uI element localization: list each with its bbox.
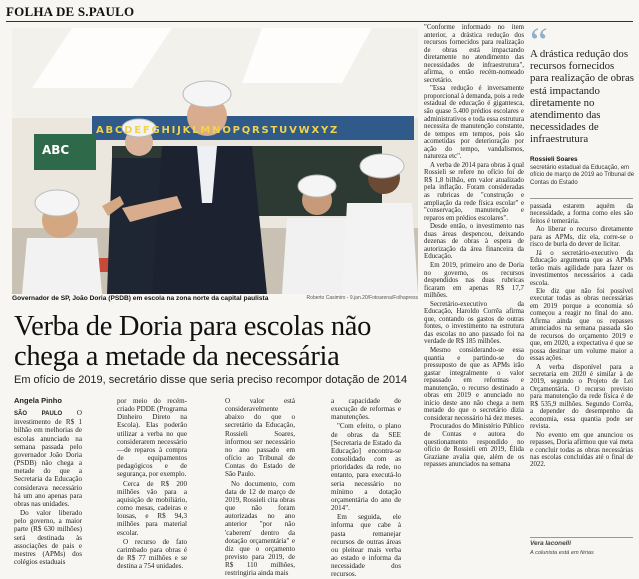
divider — [530, 537, 633, 538]
news-photo — [12, 28, 418, 294]
paragraph: passada estarem aquém da necessidade, a forma como eles são feitos é temerária. — [530, 203, 633, 225]
paragraph: O recurso de fato carimbado para obras é de R$ 77 milhões e se destina a 754 unidades. — [117, 537, 187, 571]
paragraph: "Com efeito, o plano de obras da SEE [Secretaria de Estado da Educação] encontra-se consolidado com as prioridades da rede, no entanto, para executá-lo seria necessário no mínimo a dotação orçamentária do ano de 2014". — [331, 422, 401, 513]
dateline: SÃO PAULO — [14, 411, 63, 418]
paragraph: Já o secretário-executivo da Educação argumenta que as APMs terão mais agilidade para fazer os investimentos necessários a cada escola. — [530, 249, 633, 287]
headline: Verba de Doria para escolas não chega a metade da necessária — [14, 311, 372, 372]
paragraph: Procurados do Ministério Público de Contas e autora do questionamento respondido no ofício de Rossieli em 2019, Élida Graziane avalia que, além de os repasses anunciados na semana — [424, 423, 524, 469]
article-column-3 — [225, 397, 295, 578]
quote-attribution — [530, 156, 635, 187]
paragraph-text: O investimento de R$ 1 bilhão em melhorias de escolas anunciado na semana passada pelo governador João Doria (PSDB) não chega a metade do que a Secretaria da Educação considerava necessário há um ano apenas para obras nas unidades. — [14, 409, 82, 508]
paragraph: Em seguida, ele informa que cabe à pasta remanejar recursos de outras áreas ou pleitear mais verba ao estado e informa da necessidade dos recursos. — [331, 513, 401, 579]
article-column-2 — [117, 397, 187, 571]
article-column-5 — [424, 24, 524, 470]
quote-author-name: Rossieli Soares — [530, 156, 578, 163]
paragraph: "Conforme informado no item anterior, a drástica redução dos recursos fornecidos para realização de obras está impactando diretamente no atendimento das necessidades de infraestrutura", afirma, o então recém-nomeado secretário. — [424, 24, 524, 84]
paragraph: Do valor liberado pelo governo, a maior parte (R$ 630 milhões) será destinada às associações de pais e mestres (APMs) dos colégios estaduais — [14, 509, 82, 566]
paragraph: A verba disponível para a secretaria em 2020 é similar à de 2019, segundo o Projeto de Lei Orçamentária. O recurso previsto para manutenção da rede física é de R$ 535,9 milhões. Segundo Corrêa, a depender do desempenho da economia, essa quantia pode ser revista. — [530, 363, 633, 431]
photo-caption — [12, 295, 418, 302]
photo-credit: Roberto Casimiro - 9.jan.20/Fotoarena/Folhapress — [306, 295, 418, 301]
paragraph: Mesmo considerando-se essa quantia e partindo-se do pressuposto de que as APMs irão gastar integralmente o valor repassado em reformas e manutenção, o recurso destinado a obras em 2019 e anunciado no início deste ano não chega a nem metade do que o secretário dizia considerar necessário há dez meses. — [424, 346, 524, 422]
columnist-note: A colunista está em férias — [530, 550, 594, 556]
masthead: FOLHA DE S.PAULO — [6, 4, 135, 19]
quote-mark-icon: “ — [530, 19, 548, 64]
paragraph: No documento, com data de 12 de março de 2019, Rossieli cita obras que não foram autorizadas no ano anterior "por não 'caberem' dentro da dotação orçamentária" e diz que o orçamento previsto para 2019, de R$ 110 milhões, restringiria ainda mais — [225, 479, 295, 578]
paragraph: a capacidade de execução de reformas e manutenções. — [331, 397, 401, 422]
paragraph: Desde então, o investimento nas duas áreas despencou, deixando dezenas de obras à espera de autorização da área financeira da Educação. — [424, 223, 524, 261]
article-column-6 — [530, 203, 633, 470]
divider — [530, 198, 633, 199]
paragraph: No evento em que anunciou os repasses, Doria afirmou que vai meta e concluir todas as obras necessárias nas escolas concluídas até o final de 2022. — [530, 431, 633, 469]
paragraph — [14, 409, 82, 508]
subheadline: Em ofício de 2019, secretário disse que seria preciso recompor dotação de 2014 — [14, 374, 408, 386]
columnist-name: Vera Iaconelli — [530, 540, 571, 547]
article-column-1 — [14, 397, 82, 567]
caption-text: Governador de SP, João Doria (PSDB) em escola na zona norte da capital paulista — [12, 295, 269, 302]
paragraph: Ele diz que não foi possível executar todas as obras necessárias em 2019 porque a economia só começou a reagir no final do ano. Afirma ainda que os repasses anunciados na semana passada são de recursos do orçamento 2019 e que, em 2020, a expectativa é que se possa destinar um volume maior a essas ações. — [530, 287, 633, 363]
byline: Angela Pinho — [14, 396, 62, 405]
article-column-4 — [331, 397, 401, 579]
paragraph: Ao liberar o recurso diretamente para as APMs, diz ela, corre-se o risco de burla do dever de licitar. — [530, 226, 633, 249]
alphabet-strip: ABCDEFGHIJKLMNOPQRSTUVWXYZ — [96, 125, 340, 136]
pull-quote: A drástica redução dos recursos fornecidos para realização de obras está impactando diretamente no atendimento das necessidades de infraestrutura — [530, 48, 634, 146]
paragraph: Secretário-executivo da Educação, Haroldo Corrêa afirma que, contando os gastos de outras fontes, o investimento na estrutura das escolas no ano passado foi na verdade de R$ 185 milhões. — [424, 300, 524, 346]
classroom-illustration — [12, 28, 418, 294]
paragraph: A verba de 2014 para obras à qual Rossieli se refere no ofício foi de R$ 1,8 bilhão, em valor atualizado pela inflação. Foram consideradas as rubricas de "construção e ampliação da rede física escolar" e "conservação, manutenção e reparos em prédios escolares". — [424, 161, 524, 222]
paragraph: "Essa redução é inversamente proporcional à demanda, pois a rede estadual de educação é gigantesca, são quase 5.400 prédios escolares e administrativos e toda essa estrutura necessita de manutenção constante, de tempos em tempos, pois são acometidas por deterioração por ação do tempo, vandalismos, natureza etc". — [424, 85, 524, 161]
board-letters: ABC — [42, 143, 70, 157]
paragraph: por meio do recém-criado PDDE (Programa Dinheiro Direto na Escola). Elas poderão utilizar a verba no que considerarem necessário —de reparos à compra de equipamentos pedagógicos e de segurança, por exemplo. — [117, 397, 187, 479]
paragraph: Em 2019, primeiro ano de Doria no governo, os recursos despendidos nas duas rubricas ficaram em apenas R$ 17,7 milhões. — [424, 261, 524, 300]
paragraph: Cerca de R$ 200 milhões vão para a aquisição de mobiliário, como mesas, cadeiras e lousas, e R$ 94,3 milhões para material escolar. — [117, 479, 187, 537]
paragraph: O valor está consideravelmente abaixo do que o secretário da Educação, Rossieli Soares, informou ser necessário no ano passado em ofício ao Tribunal de Contas do Estado de São Paulo. — [225, 397, 295, 479]
quote-author-detail: secretário estadual da Educação, em ofício de março de 2019 ao Tribunal de Contas do Estado — [530, 164, 635, 186]
